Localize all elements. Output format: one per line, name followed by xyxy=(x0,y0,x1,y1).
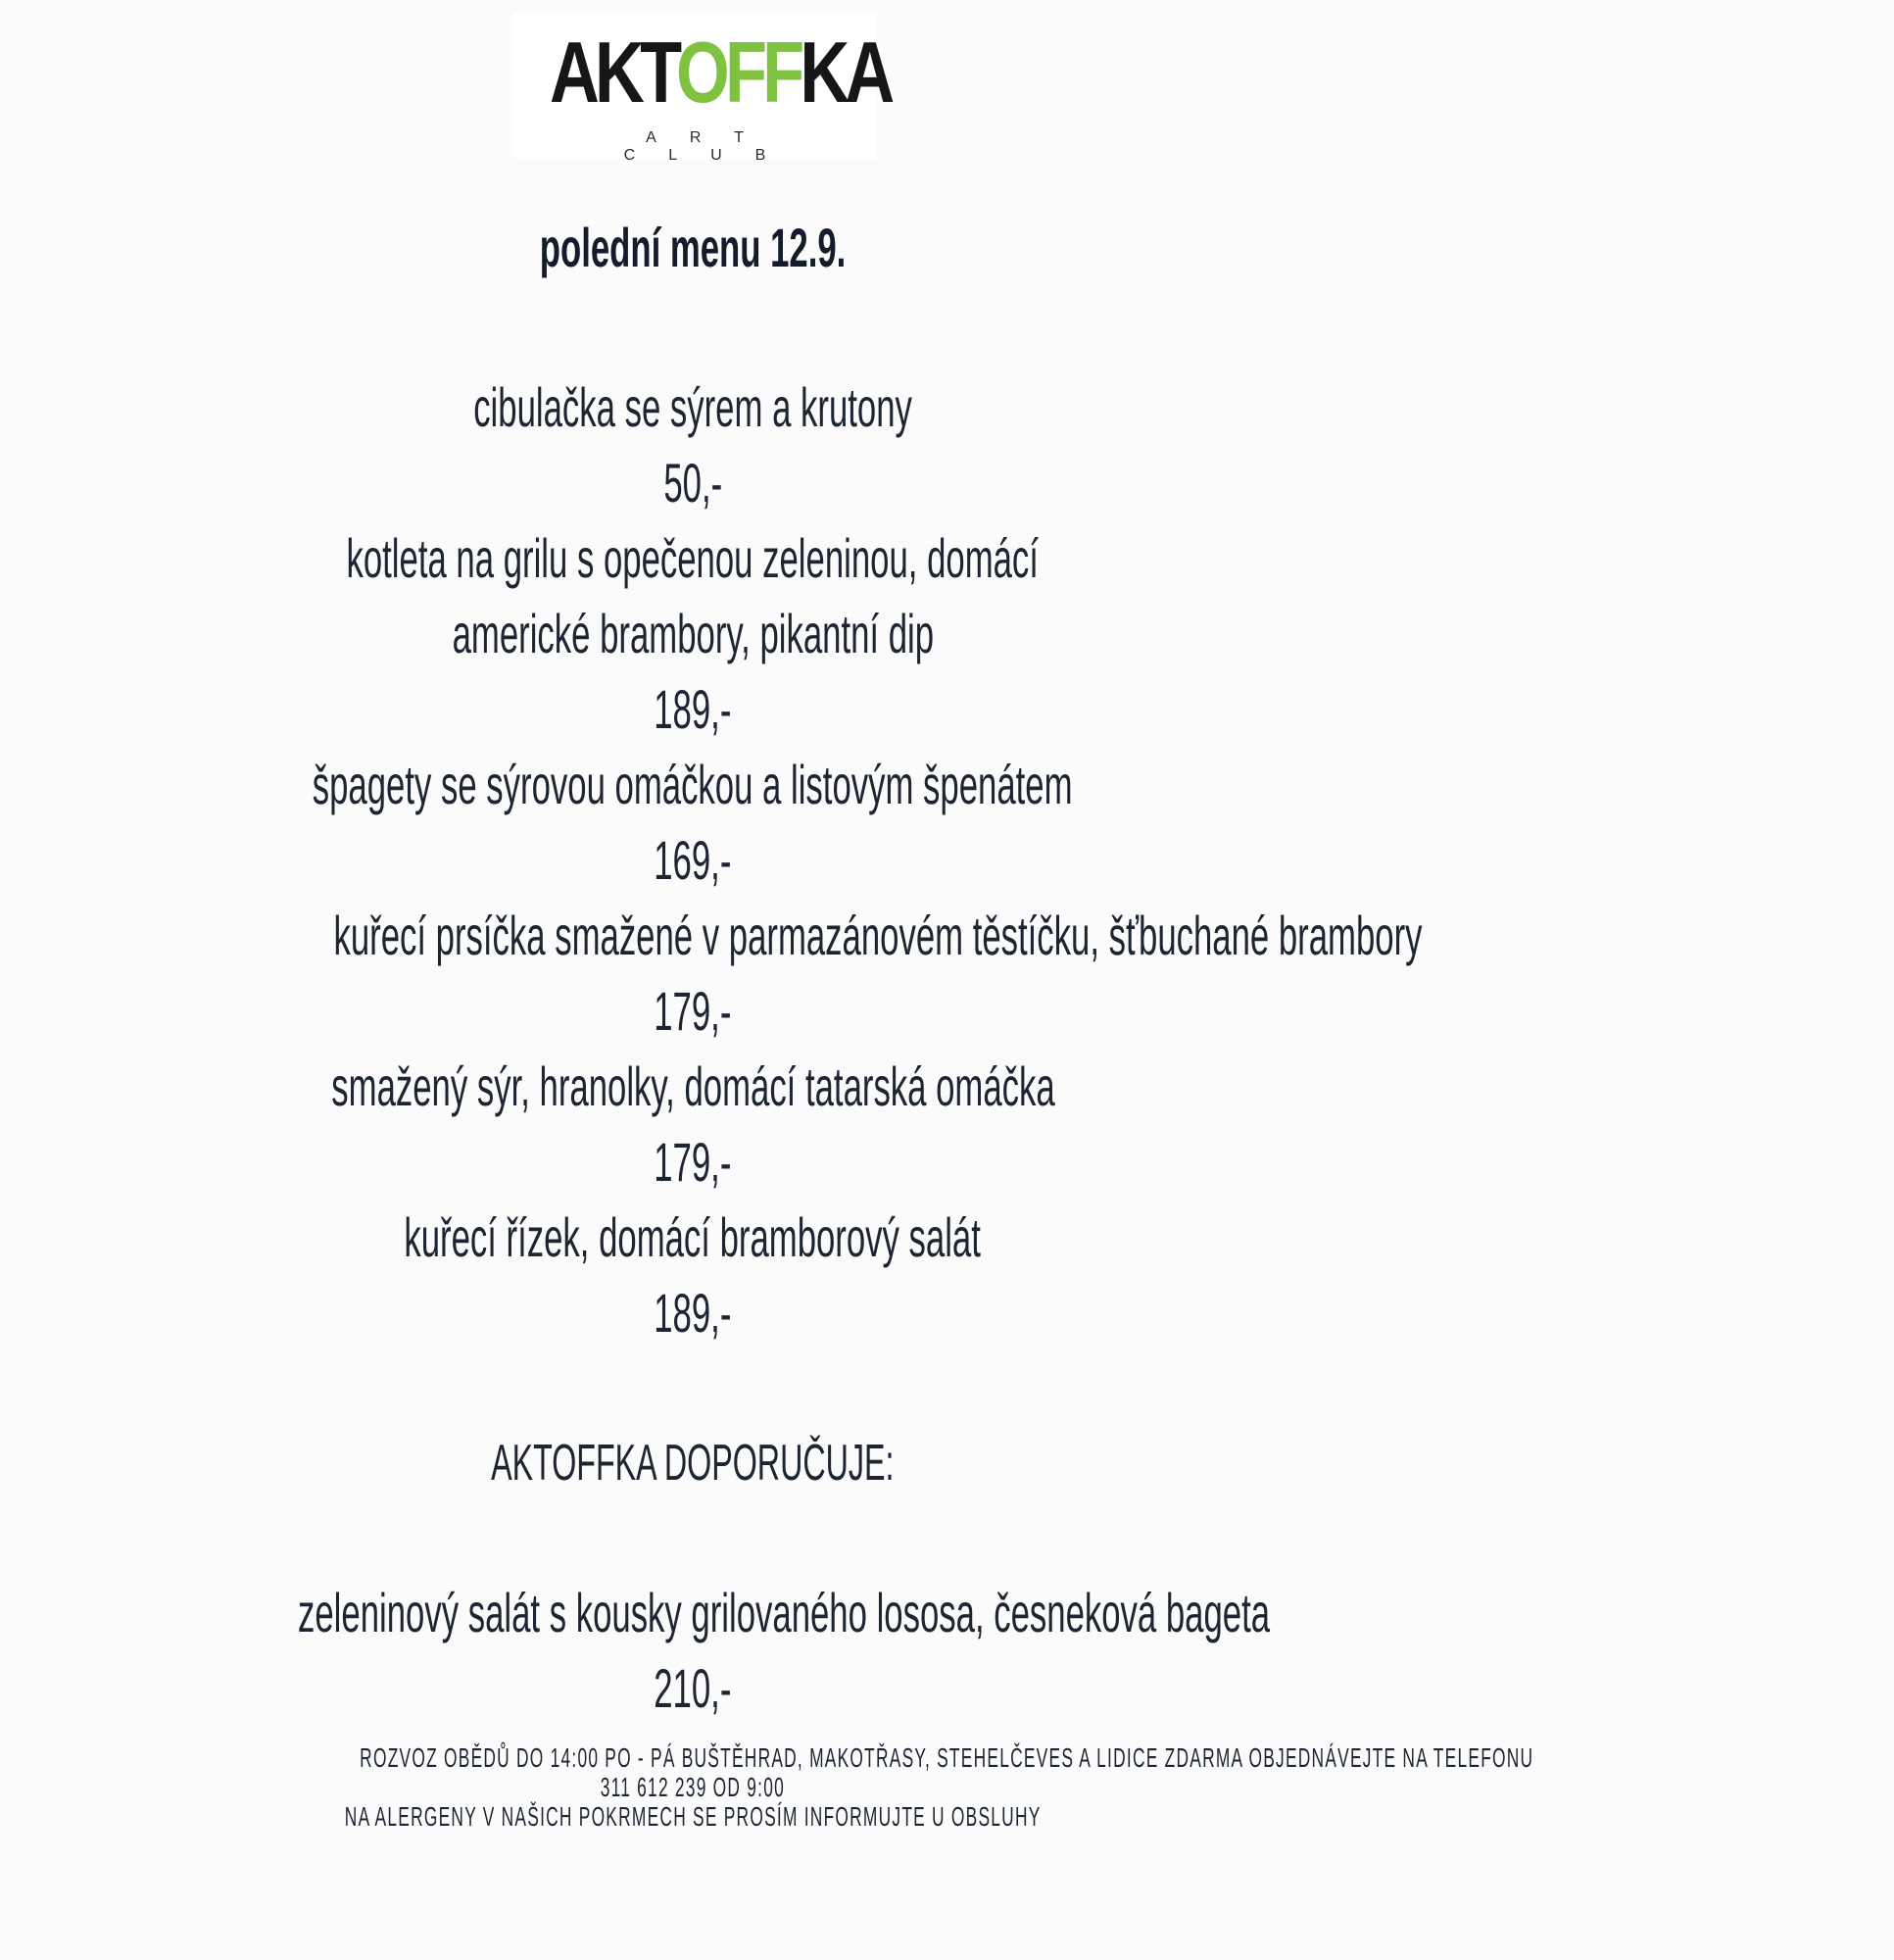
footer-phone: 311 612 239 OD 9:00 xyxy=(600,1772,786,1802)
menu-item-name: kuřecí prsíčka smažené v parmazánovém těstíčku, šťbuchané brambory xyxy=(333,905,1423,966)
recommend-item-price: 210,- xyxy=(654,1657,732,1719)
menu-item-price: 50,- xyxy=(663,452,722,514)
page-title: polední menu 12.9. xyxy=(539,217,847,278)
menu-item-price: 179,- xyxy=(654,1131,732,1193)
logo-word-part2: OFF xyxy=(676,24,801,121)
logo-word-part1: AKT xyxy=(550,24,677,121)
menu-item-price: 189,- xyxy=(654,678,732,740)
recommend-heading: AKTOFFKA DOPORUČUJE: xyxy=(491,1435,895,1492)
menu-item-name: cibulačka se sýrem a krutony xyxy=(473,376,912,438)
menu-item-price: 169,- xyxy=(654,829,732,891)
footer-allergen-note: NA ALERGENY V NAŠICH POKRMECH SE PROSÍM INFORMUJTE U OBSLUHY xyxy=(344,1801,1042,1832)
menu-item-name: špagety se sýrovou omáčkou a listovým špenátem xyxy=(313,754,1073,815)
menu-item-price: 189,- xyxy=(654,1282,732,1344)
menu-item-name: kotleta na grilu s opečenou zeleninou, domácí xyxy=(346,527,1040,589)
logo-word-part3: KA xyxy=(800,24,891,121)
footer-delivery-info: ROZVOZ OBĚDŮ DO 14:00 PO - PÁ BUŠTĚHRAD, MAKOTŘASY, STEHELČEVES A LIDICE ZDARMA OBJEDNÁVEJTE NA TELEFONU xyxy=(360,1742,1534,1773)
logo-wordmark xyxy=(550,24,891,121)
menu-item-name: smažený sýr, hranolky, domácí tatarská omáčka xyxy=(330,1055,1055,1117)
menu-item-name-continued: americké brambory, pikantní dip xyxy=(452,603,934,664)
menu-item-name: kuřecí řízek, domácí bramborový salát xyxy=(404,1206,982,1268)
logo xyxy=(513,12,891,164)
menu-item-price: 179,- xyxy=(654,980,732,1042)
logo-subtitle: ART CLUB xyxy=(623,129,800,164)
recommend-item-name: zeleninový salát s kousky grilovaného lososa, česneková bageta xyxy=(298,1582,1271,1643)
